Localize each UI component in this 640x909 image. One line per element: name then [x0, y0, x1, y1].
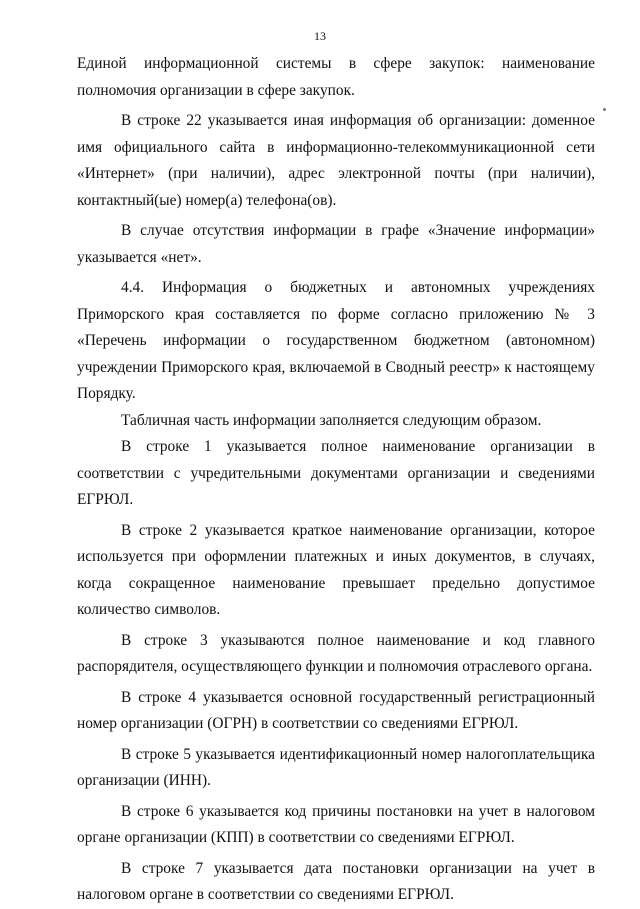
paragraph-table-intro: Табличная часть информации заполняется следующим образом. [121, 411, 542, 429]
paragraph-line-4: В строке 4 указывается основной государственный регистрационный номер организации (ОГРН) в соответствии со сведениями ЕГРЮЛ. [77, 688, 595, 732]
document-body [77, 51, 595, 909]
paragraph-line-22: В строке 22 указывается иная информация об организации: доменное имя официального сайта в информационно-телекоммуникационной сети «Интернет» (при наличии), адрес электронной почты (при наличии), контактный(ые) номер(а) телефона(ов). [77, 112, 595, 209]
paragraph-no-info: В случае отсутствия информации в графе «Значение информации» указывается «нет». [77, 222, 595, 266]
page-number: 13 [314, 29, 326, 43]
paragraph-line-6: В строке 6 указывается код причины постановки на учет в налоговом органе организации (КПП) в соответствии со сведениями ЕГРЮЛ. [77, 802, 595, 846]
paragraph-line-5: В строке 5 указывается идентификационный номер налогоплательщика организации (ИНН). [77, 745, 595, 789]
paragraph-line-7: В строке 7 указывается дата постановки организации на учет в налоговом органе в соответствии со сведениями ЕГРЮЛ. [77, 859, 595, 903]
paragraph-continuation: Единой информационной системы в сфере закупок: наименование полномочия организации в сфере закупок. [77, 55, 595, 99]
paragraph-line-1: В строке 1 указывается полное наименование организации в соответствии с учредительными документами организации и сведениями ЕГРЮЛ. [77, 438, 595, 508]
corner-dot [603, 108, 606, 111]
paragraph-line-2: В строке 2 указывается краткое наименование организации, которое используется при оформлении платежных и иных документов, в случаях, когда сокращенное наименование превышает предельно допустимое количество символов. [77, 521, 595, 618]
paragraph-section-4-4: 4.4. Информация о бюджетных и автономных учреждениях Приморского края составляется по форме согласно приложению № 3 «Перечень информации о государственном бюджетном (автономном) учреждении Приморского края, включаемой в Сводный реестр» к настоящему Порядку. [77, 279, 595, 402]
paragraph-line-3: В строке 3 указываются полное наименование и код главного распорядителя, осуществляющего функции и полномочия отраслевого органа. [77, 631, 595, 675]
